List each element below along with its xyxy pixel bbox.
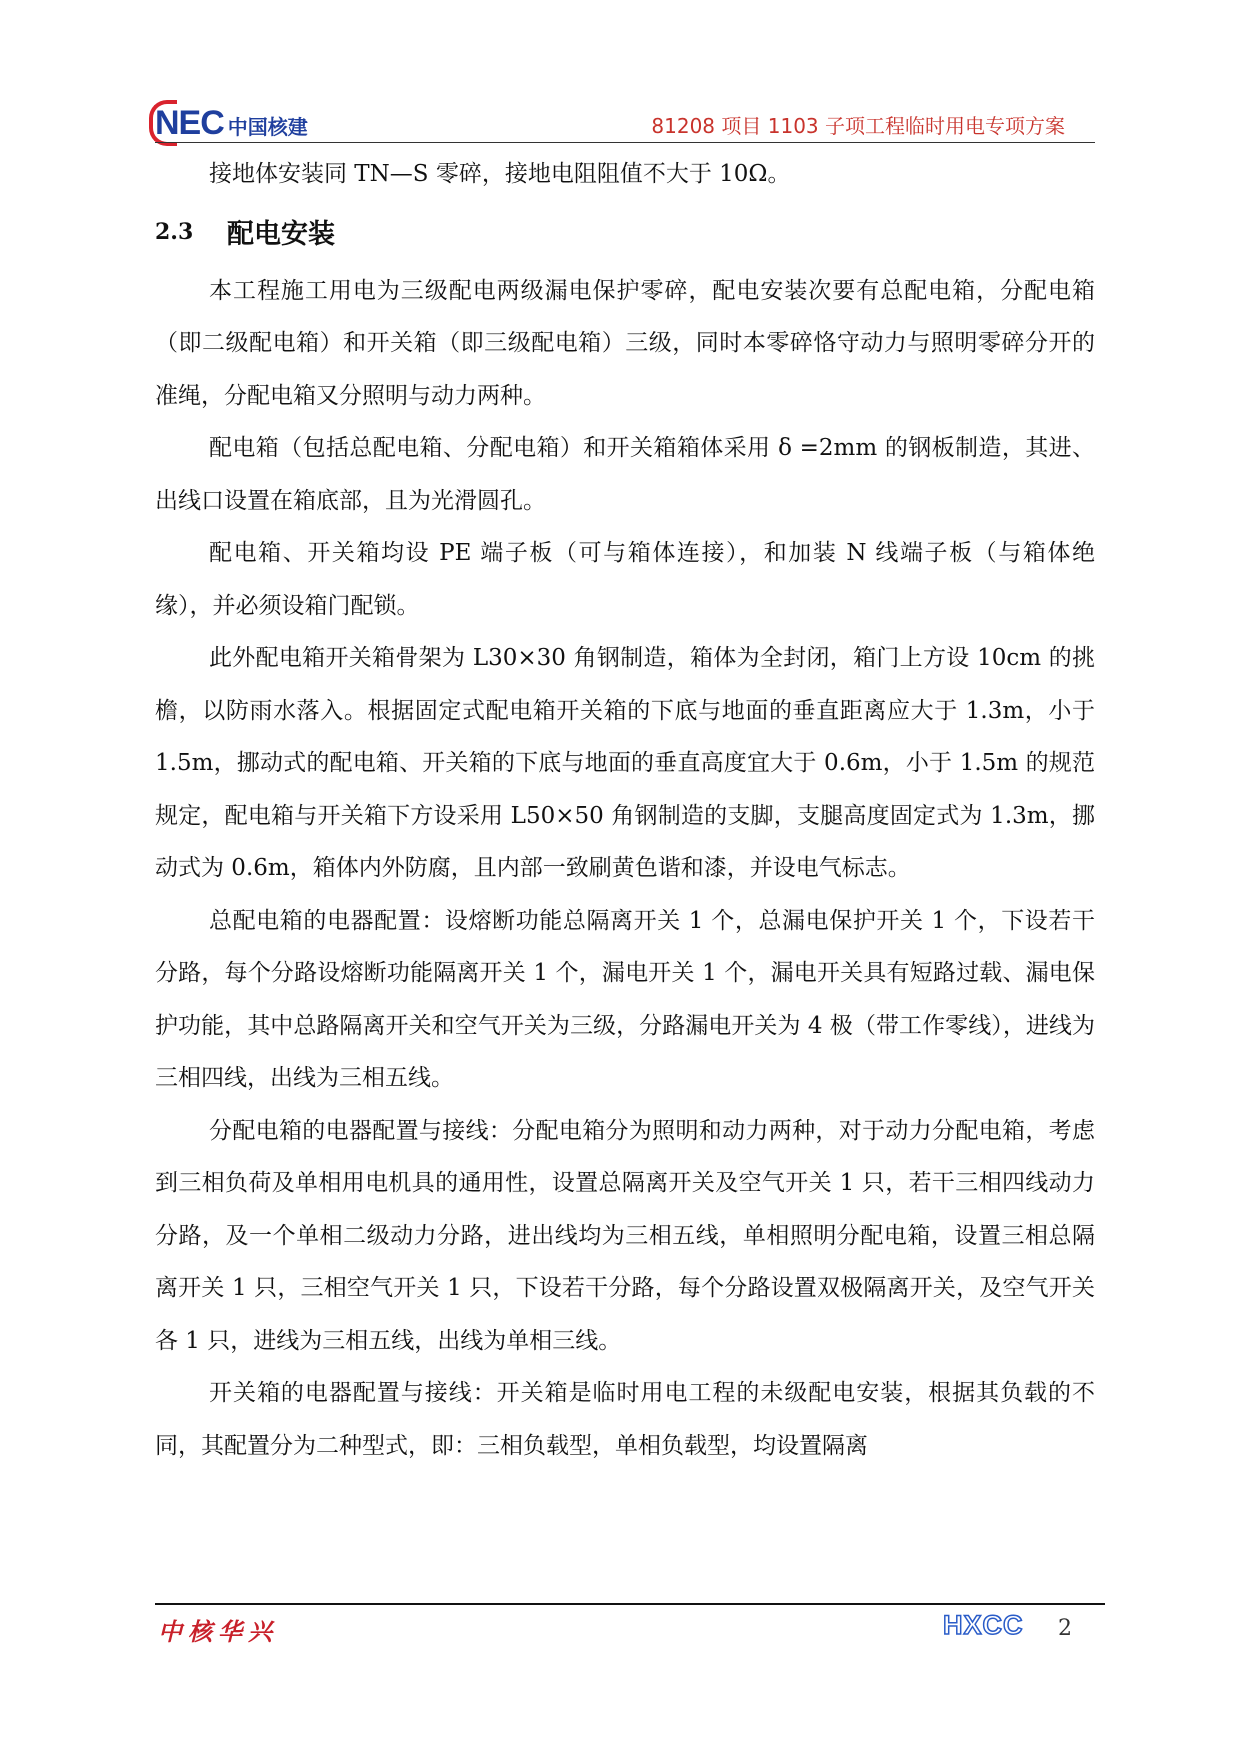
logo-mark: NEC <box>155 104 224 142</box>
paragraph: 本工程施工用电为三级配电两级漏电保护零碎，配电安装次要有总配电箱，分配电箱（即二级配电箱）和开关箱（即三级配电箱）三级，同时本零碎恪守动力与照明零碎分开的准绳，分配电箱又分照明与动力两种。 <box>155 277 1095 409</box>
section-number: 2.3 <box>155 218 194 245</box>
logo-text: 中国核建 <box>227 115 308 139</box>
company-logo <box>155 98 308 140</box>
paragraph: 开关箱的电器配置与接线：开关箱是临时用电工程的未级配电安装，根据其负载的不同，其配置分为二种型式，即：三相负载型，单相负载型，均设置隔离 <box>155 1380 1095 1459</box>
footer-brand-logo: 中核华兴 <box>158 1617 278 1646</box>
paragraph: 配电箱、开关箱均设 PE 端子板（可与箱体连接），和加装 N 线端子板（与箱体绝缘），并必须设箱门配锁。 <box>155 540 1095 619</box>
paragraph: 此外配电箱开关箱骨架为 L30×30 角钢制造，箱体为全封闭，箱门上方设 10cm 的挑檐，以防雨水落入。根据固定式配电箱开关箱的下底与地面的垂直距离应大于 1.3m，小于 1.5m，挪动式的配电箱、开关箱的下底与地面的垂直高度宜大于 0.6m，小于 1.5m 的规范规定，配电箱与开关箱下方设采用 L50×50 角钢制造的支脚，支腿高度固定式为 1.3m，挪动式为 0.6m，箱体内外防腐，且内部一致刷黄色谐和漆，并设电气标志。 <box>155 645 1095 881</box>
intro-paragraph: 接地体安装同 TN—S 零碎，接地电阻阻值不大于 10Ω。 <box>209 161 791 187</box>
document-title: 81208 项目 1103 子项工程临时用电专项方案 <box>651 114 1065 138</box>
paragraph: 分配电箱的电器配置与接线：分配电箱分为照明和动力两种，对于动力分配电箱，考虑到三相负荷及单相用电机具的通用性，设置总隔离开关及空气开关 1 只，若干三相四线动力分路，及一个单相二级动力分路，进出线均为三相五线，单相照明分配电箱，设置三相总隔离开关 1 只，三相空气开关 1 只，下设若干分路，每个分路设置双极隔离开关，及空气开关各 1 只，进线为三相五线，出线为单相三线。 <box>155 1117 1095 1354</box>
header-divider <box>155 142 1095 143</box>
section-title: 配电安装 <box>227 219 335 250</box>
paragraph: 总配电箱的电器配置：设熔断功能总隔离开关 1 个，总漏电保护开关 1 个，下设若干分路，每个分路设熔断功能隔离开关 1 个，漏电开关 1 个，漏电开关具有短路过载、漏电保护功能，其中总路隔离开关和空气开关为三级，分路漏电开关为 4 极（带工作零线），进线为三相四线，出线为三相五线。 <box>155 907 1095 1091</box>
footer-hxcc-logo: HXCC <box>943 1610 1024 1640</box>
page-number: 2 <box>1058 1616 1072 1641</box>
paragraph: 配电箱（包括总配电箱、分配电箱）和开关箱箱体采用 δ =2mm 的钢板制造，其进、出线口设置在箱底部，且为光滑圆孔。 <box>155 435 1095 514</box>
document-body <box>155 148 1095 1472</box>
section-heading <box>155 203 1095 261</box>
footer-divider <box>155 1603 1105 1605</box>
page-header <box>155 94 1095 144</box>
